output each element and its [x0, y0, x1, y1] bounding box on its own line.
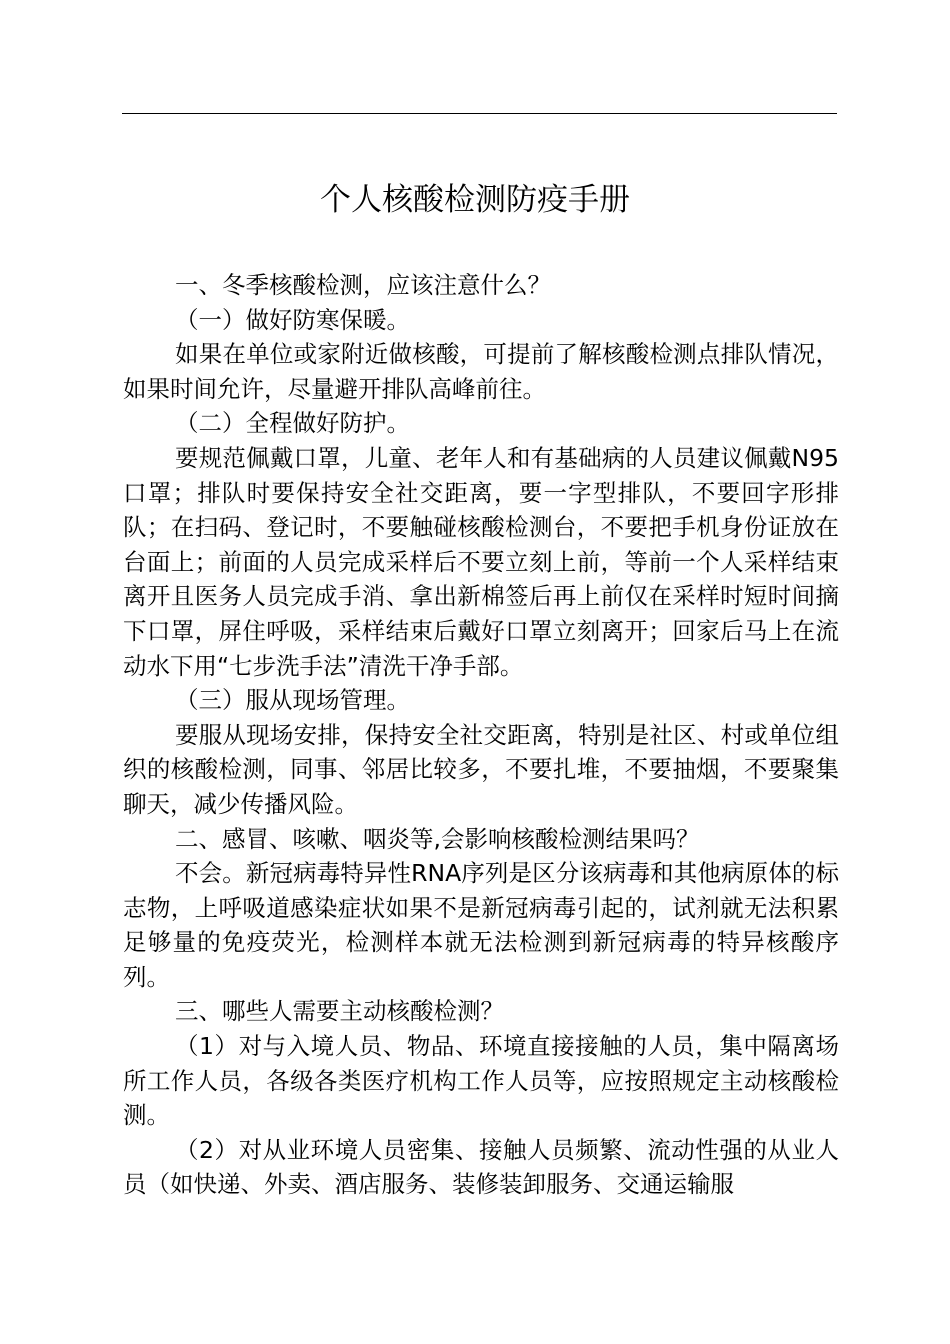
document-title: 个人核酸检测防疫手册	[320, 182, 630, 218]
paragraph: 要规范佩戴口罩，儿童、老年人和有基础病的人员建议佩戴N95口罩；排队时要保持安全社交距离，要一字型排队，不要回字形排队；在扫码、登记时，不要触碰核酸检测台，不要把手机身份证放在台面上；前面的人员完成采样后不要立刻上前，等前一个人采样结束离开且医务人员完成手消、拿出新棉签后再上前仅在采样时短时间摘下口罩，屏住呼吸，采样结束后戴好口罩立刻离开；回家后马上在流动水下用“七步洗手法”清洗干净手部。	[123, 443, 839, 680]
document-body	[123, 268, 839, 1202]
paragraph: 如果在单位或家附近做核酸，可提前了解核酸检测点排队情况，如果时间允许，尽量避开排队高峰前往。	[123, 340, 839, 403]
section-heading-2: 二、感冒、咳嗽、咽炎等,会影响核酸检测结果吗？	[175, 824, 700, 853]
paragraph: 要服从现场安排，保持安全社交距离，特别是社区、村或单位组织的核酸检测，同事、邻居比较多，不要扎堆，不要抽烟，不要聚集聊天，减少传播风险。	[123, 720, 839, 818]
subheading-1-2: （二）全程做好防护。	[175, 409, 410, 438]
paragraph: 不会。新冠病毒特异性RNA序列是区分该病毒和其他病原体的标志物，上呼吸道感染症状如果不是新冠病毒引起的，试剂就无法积累足够量的免疫荧光，检测样本就无法检测到新冠病毒的特异核酸序列。	[123, 859, 839, 991]
section-heading-3: 三、哪些人需要主动核酸检测？	[175, 997, 504, 1026]
list-item: （1）对与入境人员、物品、环境直接接触的人员，集中隔离场所工作人员，各级各类医疗机构工作人员等，应按照规定主动核酸检测。	[123, 1032, 839, 1130]
list-item: （2）对从业环境人员密集、接触人员频繁、流动性强的从业人员（如快递、外卖、酒店服务、装修装卸服务、交通运输服	[123, 1135, 839, 1199]
header-rule	[122, 113, 837, 114]
section-heading-1: 一、冬季核酸检测，应该注意什么？	[175, 271, 551, 299]
subheading-1-1: （一）做好防寒保暖。	[175, 305, 410, 334]
subheading-1-3: （三）服从现场管理。	[175, 686, 410, 715]
